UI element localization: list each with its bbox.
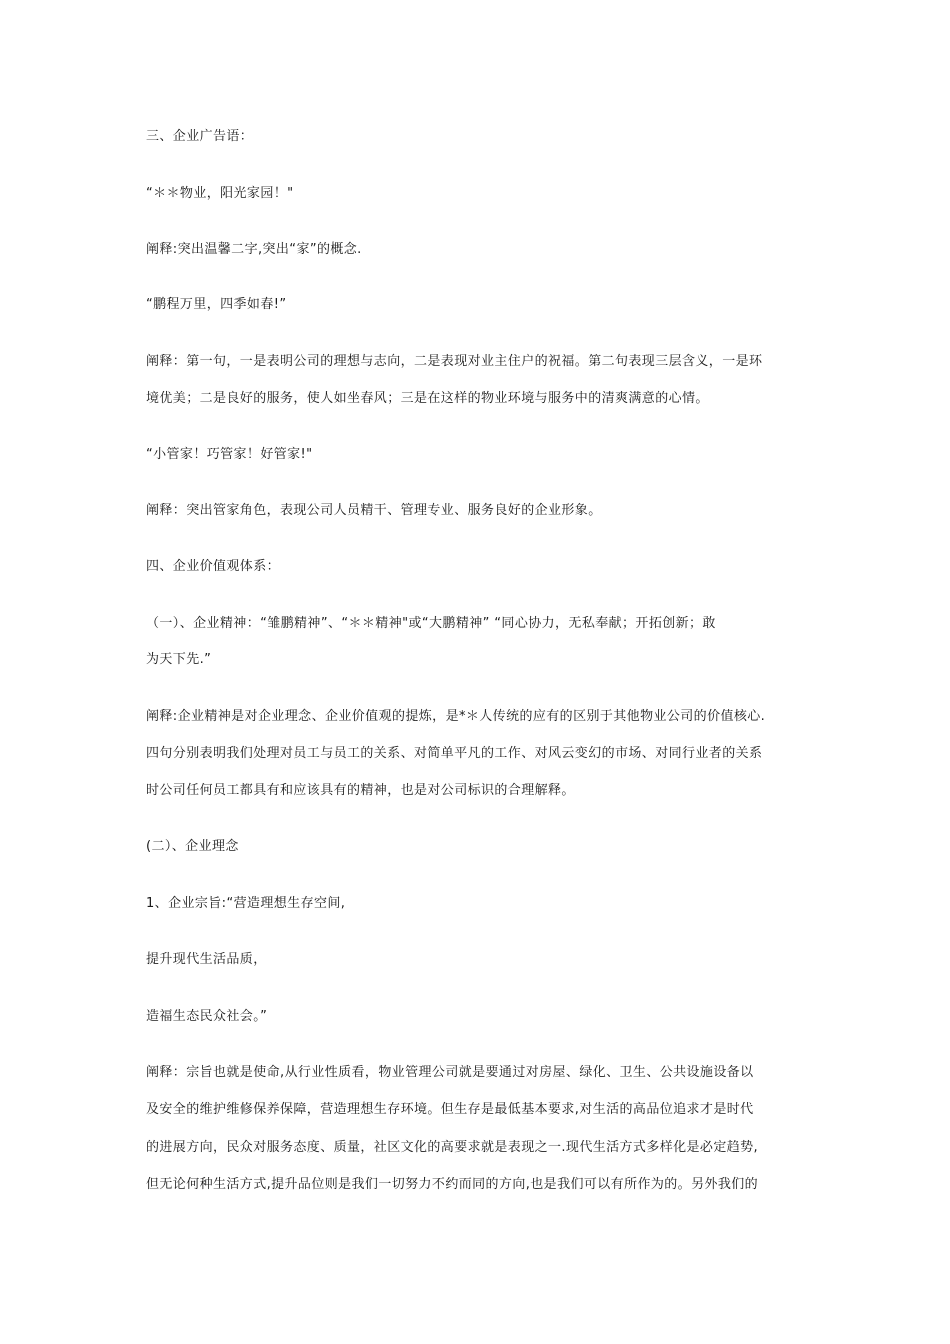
explanation-line: 阐释：突出管家角色，表现公司人员精干、管理专业、服务良好的企业形象。 (146, 503, 602, 518)
enterprise-purpose-line: 1、企业宗旨:“营造理想生存空间, (146, 896, 346, 911)
slogan-line: “＊＊物业，阳光家园！" (146, 186, 294, 201)
explanation-line: 但无论何种生活方式,提升品位则是我们一切努力不约而同的方向,也是我们可以有所作为的。另外我们的 (146, 1177, 759, 1192)
subsection-enterprise-spirit: （一）、企业精神：“雏鹏精神”、“＊＊精神"或“大鹏精神” “同心协力，无私奉献；开拓创新；敢 (146, 616, 716, 631)
enterprise-purpose-line: 造福生态民众社会。” (146, 1009, 268, 1024)
subsection-enterprise-philosophy: (二）、企业理念 (146, 839, 239, 854)
slogan-line: “鹏程万里，四季如春!” (146, 297, 287, 312)
section-heading-values: 四、企业价值观体系： (146, 559, 281, 574)
explanation-line: 的进展方向，民众对服务态度、质量，社区文化的高要求就是表现之一.现代生活方式多样化是必定趋势, (146, 1140, 759, 1155)
enterprise-purpose-line: 提升现代生活品质， (146, 952, 267, 967)
slogan-line: “小管家！巧管家！好管家!" (146, 447, 313, 462)
section-heading-ad-slogans: 三、企业广告语： (146, 129, 254, 144)
explanation-line: 阐释：第一句，一是表明公司的理想与志向，二是表现对业主住户的祝福。第二句表现三层含义，一是环 (146, 354, 763, 369)
explanation-line: 境优美；二是良好的服务，使人如坐春风；三是在这样的物业环境与服务中的清爽满意的心情。 (146, 391, 709, 406)
subsection-enterprise-spirit: 为天下先.” (146, 652, 212, 667)
explanation-line: 阐释：宗旨也就是使命,从行业性质看，物业管理公司就是要通过对房屋、绿化、卫生、公共设施设备以 (146, 1065, 754, 1080)
explanation-line: 四句分别表明我们处理对员工与员工的关系、对简单平凡的工作、对风云变幻的市场、对同行业者的关系 (146, 746, 763, 761)
explanation-line: 阐释:突出温馨二字,突出“家”的概念. (146, 242, 362, 257)
explanation-line: 时公司任何员工都具有和应该具有的精神，也是对公司标识的合理解释。 (146, 783, 575, 798)
explanation-line: 及安全的维护维修保养保障，营造理想生存环境。但生存是最低基本要求,对生活的高品位追求才是时代 (146, 1102, 754, 1117)
explanation-line: 阐释:企业精神是对企业理念、企业价值观的提炼，是*＊人传统的应有的区别于其他物业公司的价值核心. (146, 709, 766, 724)
